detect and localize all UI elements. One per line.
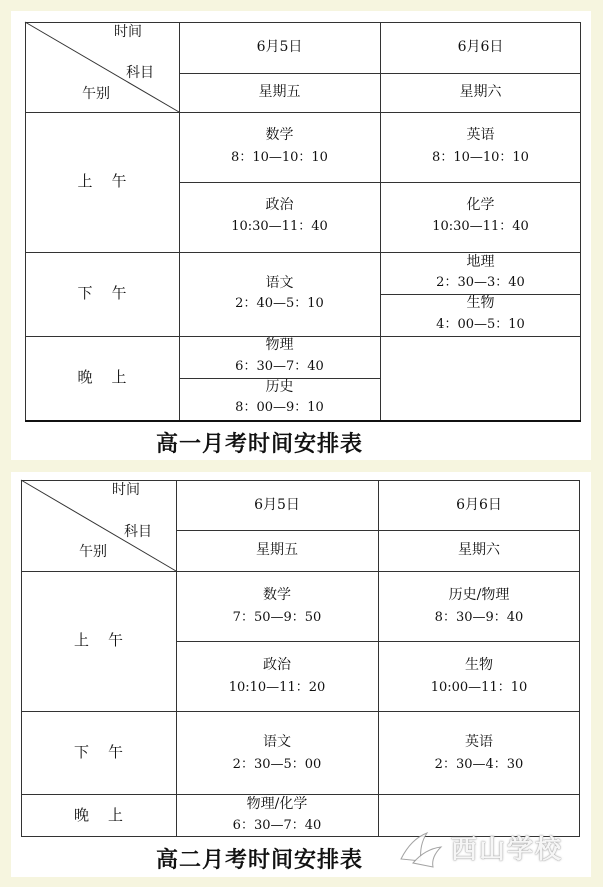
weekday-day1: 星期五 [256, 542, 298, 558]
header-subject-label: 科目 [124, 524, 152, 540]
weekday-day2: 星期六 [459, 84, 502, 100]
period-evening: 晚 上 [77, 368, 127, 386]
exam-time: 10:10—11：20 [228, 680, 326, 695]
exam-time: 4：00—5：10 [436, 317, 525, 332]
exam-time: 8：30—9：40 [434, 610, 524, 625]
exam-subject: 数学 [265, 127, 294, 143]
exam-subject: 物理 [265, 337, 294, 353]
weekday-day1: 星期五 [258, 84, 301, 100]
exam-subject: 历史 [265, 379, 294, 395]
period-afternoon: 下 午 [73, 743, 124, 761]
exam-subject: 语文 [263, 734, 291, 750]
exam-time: 2：30—3：40 [436, 275, 525, 290]
exam-time: 10:00—11：10 [430, 680, 528, 695]
exam-subject: 英语 [465, 734, 493, 750]
exam-time: 6：30—7：40 [232, 818, 322, 833]
date-day2: 6月6日 [456, 497, 502, 513]
exam-time: 10:30—11：40 [432, 219, 529, 234]
date-day2: 6月6日 [457, 39, 504, 55]
schedule-panel-grade1 [11, 11, 591, 460]
header-period-label: 午别 [79, 544, 107, 560]
exam-subject: 生物 [466, 295, 495, 311]
watermark-text: 西山学校 [451, 835, 564, 865]
table-caption-grade2: 高二月考时间安排表 [156, 847, 364, 873]
exam-subject: 地理 [466, 254, 495, 270]
header-time-label: 时间 [112, 482, 140, 498]
exam-subject: 数学 [263, 587, 291, 603]
period-morning: 上 午 [73, 631, 124, 649]
exam-time: 2：40—5：10 [235, 296, 324, 311]
exam-time: 7：50—9：50 [232, 610, 322, 625]
weekday-day2: 星期六 [458, 542, 500, 558]
exam-time: 6：30—7：40 [235, 359, 324, 374]
header-subject-label: 科目 [126, 65, 154, 81]
date-day1: 6月5日 [254, 497, 300, 513]
date-day1: 6月5日 [256, 39, 303, 55]
school-watermark [391, 825, 581, 869]
exam-time: 8：10—10：10 [432, 150, 529, 165]
exam-subject: 政治 [263, 657, 291, 673]
exam-subject: 历史/物理 [448, 587, 510, 603]
exam-subject: 英语 [466, 127, 495, 143]
exam-time: 8：10—10：10 [231, 150, 328, 165]
table-caption-grade1: 高一月考时间安排表 [156, 431, 364, 457]
schedule-panel-grade2 [11, 472, 591, 877]
header-period-label: 午别 [82, 86, 110, 102]
header-time-label: 时间 [114, 24, 142, 40]
exam-subject: 语文 [265, 275, 294, 291]
exam-subject: 物理/化学 [246, 796, 308, 812]
exam-time: 2：30—5：00 [232, 757, 322, 772]
exam-subject: 化学 [466, 197, 495, 213]
exam-time: 10:30—11：40 [231, 219, 328, 234]
exam-subject: 生物 [465, 657, 493, 673]
period-morning: 上 午 [77, 172, 127, 190]
exam-time: 8：00—9：10 [235, 400, 324, 415]
period-afternoon: 下 午 [77, 284, 127, 302]
exam-time: 2：30—4：30 [434, 757, 524, 772]
school-logo-icon [391, 825, 447, 869]
exam-subject: 政治 [265, 197, 294, 213]
period-evening: 晚 上 [73, 806, 124, 824]
